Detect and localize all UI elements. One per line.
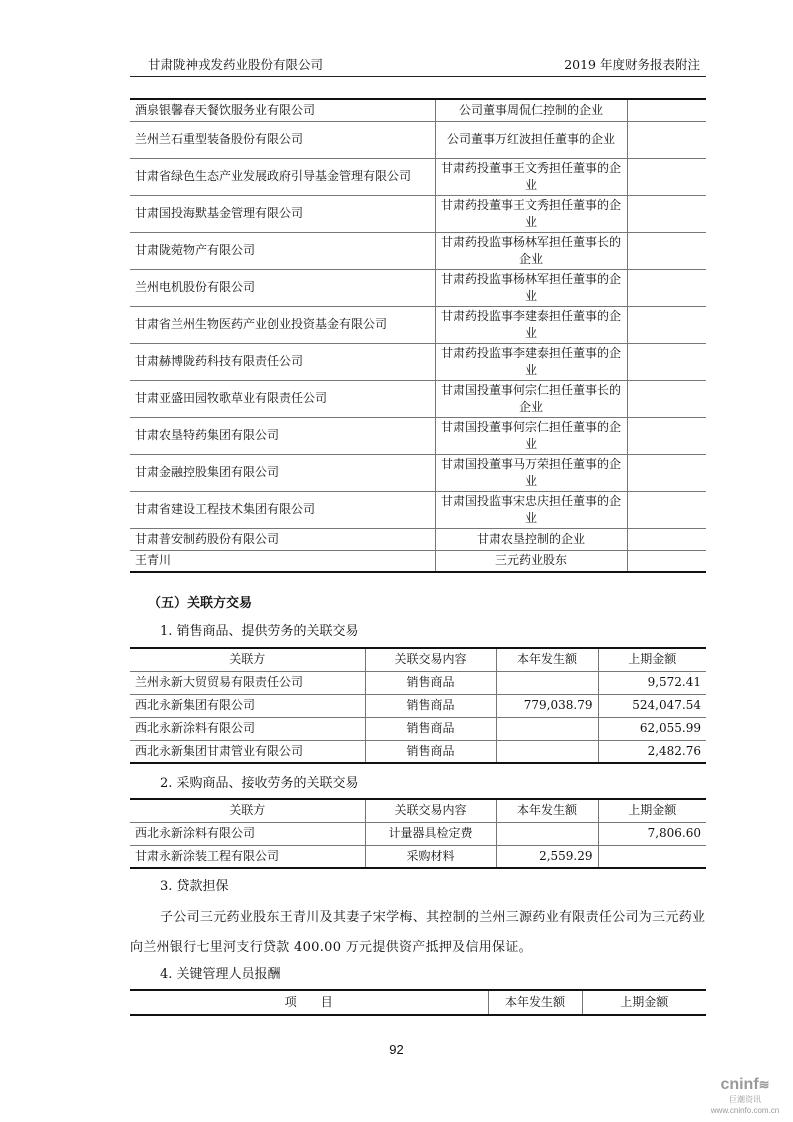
table-row: [130, 380, 706, 417]
table-row: [130, 491, 706, 528]
table-row: [130, 671, 706, 694]
table-cell: 甘肃赫博陇药科技有限责任公司: [130, 343, 435, 380]
sales-table: [130, 647, 706, 764]
empty-cell: [627, 232, 706, 269]
table-row: [130, 121, 706, 158]
empty-cell: [627, 343, 706, 380]
guarantee-title: 3. 贷款担保: [160, 879, 229, 894]
empty-cell: [627, 454, 706, 491]
table-cell: 上期金额: [598, 648, 706, 671]
table-cell: 甘肃药投董事王文秀担任董事的企业: [435, 158, 627, 195]
table-cell: 西北永新涂料有限公司: [130, 822, 365, 845]
table-cell: 779,038.79: [496, 694, 598, 717]
table-row: [130, 195, 706, 232]
table-cell: 关联交易内容: [365, 648, 496, 671]
section-title: （五）关联方交易: [148, 596, 253, 611]
table-cell: 销售商品: [365, 694, 496, 717]
header-divider: [130, 76, 706, 77]
table-cell: 524,047.54: [598, 694, 706, 717]
empty-cell: [627, 528, 706, 550]
table-cell: [496, 822, 598, 845]
table-cell: 上期金额: [598, 799, 706, 822]
table-row: [130, 99, 706, 121]
table-cell: 9,572.41: [598, 671, 706, 694]
table-row: [130, 269, 706, 306]
table-cell: 西北永新集团有限公司: [130, 694, 365, 717]
table-cell: 采购材料: [365, 845, 496, 868]
table-cell: 甘肃药投董事王文秀担任董事的企业: [435, 195, 627, 232]
table-cell: 西北永新集团甘肃管业有限公司: [130, 740, 365, 763]
header-row: [130, 799, 706, 822]
table-cell: 酒泉银馨春天餐饮服务业有限公司: [130, 99, 435, 121]
table-cell: [598, 845, 706, 868]
watermark-cn: 巨潮资讯: [729, 1095, 761, 1104]
table-row: [130, 550, 706, 572]
table-cell: 关联方: [130, 648, 365, 671]
guarantee-text: 子公司三元药业股东王青川及其妻子宋学梅、其控制的兰州三源药业有限责任公司为三元药业向兰州银行七里河支行贷款 400.00 万元提供资产抵押及信用保证。: [130, 910, 706, 955]
page-number: 92: [389, 1042, 404, 1057]
table-cell: 兰州兰石重型装备股份有限公司: [130, 121, 435, 158]
table-row: [130, 158, 706, 195]
table-cell: 甘肃陇菀物产有限公司: [130, 232, 435, 269]
table-cell: 7,806.60: [598, 822, 706, 845]
table-cell: 2,559.29: [496, 845, 598, 868]
cninfo-watermark-logo: cninf≋ 巨潮资讯 www.cninfo.com.cn: [700, 1076, 790, 1116]
table-cell: 关联交易内容: [365, 799, 496, 822]
table-row: [130, 454, 706, 491]
empty-cell: [627, 491, 706, 528]
table-cell: 本年发生额: [496, 799, 598, 822]
table-cell: 三元药业股东: [435, 550, 627, 572]
table-row: [130, 417, 706, 454]
empty-cell: [627, 99, 706, 121]
table-cell: 甘肃省建设工程技术集团有限公司: [130, 491, 435, 528]
table-row: [130, 528, 706, 550]
table-cell: 甘肃国投董事何宗仁担任董事的企业: [435, 417, 627, 454]
header-cell: 本年发生额: [488, 990, 582, 1015]
empty-cell: [627, 417, 706, 454]
table-cell: 甘肃药投监事李建泰担任董事的企业: [435, 306, 627, 343]
compensation-table: [130, 989, 706, 1016]
table-cell: 甘肃国投董事马万荣担任董事的企业: [435, 454, 627, 491]
table-cell: 关联方: [130, 799, 365, 822]
empty-cell: [627, 269, 706, 306]
table-row: [130, 740, 706, 763]
watermark-url: www.cninfo.com.cn: [710, 1106, 780, 1115]
empty-cell: [627, 550, 706, 572]
table-cell: 甘肃省绿色生态产业发展政府引导基金管理有限公司: [130, 158, 435, 195]
table-cell: 公司董事万红波担任董事的企业: [435, 121, 627, 158]
purchases-title: 2. 采购商品、接收劳务的关联交易: [160, 776, 359, 791]
header-company: 甘肃陇神戎发药业股份有限公司: [148, 57, 324, 72]
table-row: [130, 717, 706, 740]
table-cell: 甘肃国投董事何宗仁担任董事长的企业: [435, 380, 627, 417]
table-cell: 甘肃普安制药股份有限公司: [130, 528, 435, 550]
table-row: [130, 822, 706, 845]
table-cell: 甘肃农垦控制的企业: [435, 528, 627, 550]
table-cell: 销售商品: [365, 740, 496, 763]
table-cell: 2,482.76: [598, 740, 706, 763]
table-cell: 本年发生额: [496, 648, 598, 671]
table-row: [130, 343, 706, 380]
header-report-title: 2019 年度财务报表附注: [564, 57, 700, 72]
table-cell: 销售商品: [365, 671, 496, 694]
header-cell: 上期金额: [582, 990, 706, 1015]
table-cell: [496, 740, 598, 763]
table-cell: 西北永新涂料有限公司: [130, 717, 365, 740]
table-row: [130, 845, 706, 868]
empty-cell: [627, 306, 706, 343]
table-row: [130, 232, 706, 269]
table-cell: 计量器具检定费: [365, 822, 496, 845]
table-cell: [496, 717, 598, 740]
header-cell: 项 目: [130, 990, 488, 1015]
table-cell: 兰州永新大贸贸易有限责任公司: [130, 671, 365, 694]
table-cell: 甘肃省兰州生物医药产业创业投资基金有限公司: [130, 306, 435, 343]
table-cell: 甘肃国投监事宋忠庆担任董事的企业: [435, 491, 627, 528]
empty-cell: [627, 121, 706, 158]
table-cell: 销售商品: [365, 717, 496, 740]
table-row: [130, 306, 706, 343]
table-cell: 公司董事周侃仁控制的企业: [435, 99, 627, 121]
table-cell: 甘肃国投海默基金管理有限公司: [130, 195, 435, 232]
table-cell: 甘肃永新涂装工程有限公司: [130, 845, 365, 868]
empty-cell: [627, 158, 706, 195]
table-cell: 兰州电机股份有限公司: [130, 269, 435, 306]
compensation-title: 4. 关键管理人员报酬: [160, 967, 281, 982]
table-cell: 甘肃药投监事杨林军担任董事长的企业: [435, 232, 627, 269]
empty-cell: [627, 380, 706, 417]
table-cell: 甘肃农垦特药集团有限公司: [130, 417, 435, 454]
table-cell: 甘肃亚盛田园牧歌草业有限责任公司: [130, 380, 435, 417]
table-row: [130, 694, 706, 717]
empty-cell: [627, 195, 706, 232]
table-cell: [496, 671, 598, 694]
table-cell: 甘肃药投监事杨林军担任董事的企业: [435, 269, 627, 306]
table-cell: 王青川: [130, 550, 435, 572]
table-cell: 甘肃金融控股集团有限公司: [130, 454, 435, 491]
purchases-table: [130, 798, 706, 869]
sales-title: 1. 销售商品、提供劳务的关联交易: [160, 624, 359, 639]
header-row: [130, 648, 706, 671]
table-cell: 62,055.99: [598, 717, 706, 740]
table-cell: 甘肃药投监事李建泰担任董事的企业: [435, 343, 627, 380]
related-party-table: [130, 98, 706, 573]
